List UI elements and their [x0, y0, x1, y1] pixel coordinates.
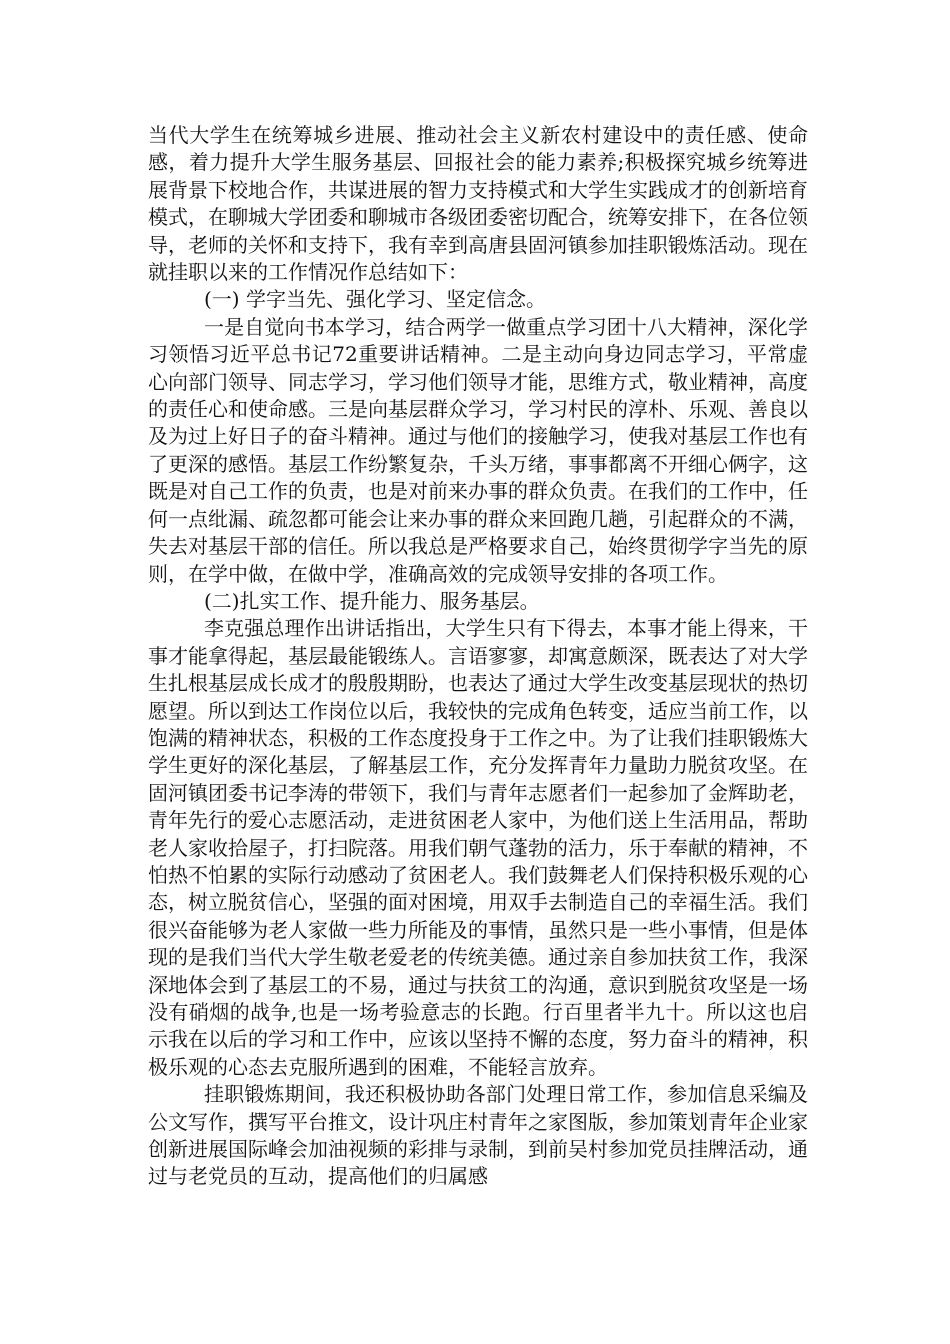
document-body [148, 122, 808, 1191]
paragraph-study: 一是自觉向书本学习，结合两学一做重点学习团十八大精神，深化学习领悟习近平总书记72重要讲话精神。二是主动向身边同志学习，平常虚心向部门领导、同志学习，学习他们领导才能，思维方式，敬业精神，高度的责任心和使命感。三是向基层群众学习，学习村民的淳朴、乐观、善良以及为过上好日子的奋斗精神。通过与他们的接触学习，使我对基层工作也有了更深的感悟。基层工作纷繁复杂，千头万绪，事事都离不开细心俩字，这既是对自己工作的负责，也是对前来办事的群众负责。在我们的工作中，任何一点纰漏、疏忽都可能会让来办事的群众来回跑几趟，引起群众的不满，失去对基层干部的信任。所以我总是严格要求自己，始终贯彻学字当先的原则，在学中做，在做中学，准确高效的完成领导安排的各项工作。 [148, 314, 808, 586]
paragraph-work: 李克强总理作出讲话指出，大学生只有下得去，本事才能上得来，干事才能拿得起，基层最能锻练人。言语寥寥，却寓意颇深，既表达了对大学生扎根基层成长成才的殷殷期盼，也表达了通过大学生改变基层现状的热切愿望。所以到达工作岗位以后，我较快的完成角色转变，适应当前工作，以饱满的精神状态，积极的工作态度投身于工作之中。为了让我们挂职锻炼大学生更好的深化基层，了解基层工作，充分发挥青年力量助力脱贫攻坚。在固河镇团委书记李涛的带领下，我们与青年志愿者们一起参加了金辉助老，青年先行的爱心志愿活动，走进贫困老人家中，为他们送上生活用品，帮助老人家收拾屋子，打扫院落。用我们朝气蓬勃的活力，乐于奉献的精神，不怕热不怕累的实际行动感动了贫困老人。我们鼓舞老人们保持积极乐观的心态，树立脱贫信心，坚强的面对困境，用双手去制造自己的幸福生活。我们很兴奋能够为老人家做一些力所能及的事情，虽然只是一些小事情，但是体现的是我们当代大学生敬老爱老的传统美德。通过亲自参加扶贫工作，我深深地体会到了基层工的不易，通过与扶贫工的沟通，意识到脱贫攻坚是一场没有硝烟的战争,也是一场考验意志的长跑。行百里者半九十。所以这也启示我在以后的学习和工作中，应该以坚持不懈的态度，努力奋斗的精神，积极乐观的心态去克服所遇到的困难，不能轻言放弃。 [148, 616, 808, 1079]
paragraph-intro: 当代大学生在统筹城乡进展、推动社会主义新农村建设中的责任感、使命感，着力提升大学生服务基层、回报社会的能力素养;积极探究城乡统筹进展背景下校地合作，共谋进展的智力支持模式和大学生实践成才的创新培育模式，在聊城大学团委和聊城市各级团委密切配合，统筹安排下，在各位领导，老师的关怀和支持下，我有幸到高唐县固河镇参加挂职锻炼活动。现在就挂职以来的工作情况作总结如下： [148, 123, 808, 285]
section-heading-2: (二)扎实工作、提升能力、服务基层。 [204, 588, 540, 613]
section-heading-1: (一) 学字当先、强化学习、坚定信念。 [204, 287, 546, 312]
paragraph-duties: 挂职锻炼期间，我还积极协助各部门处理日常工作，参加信息采编及公文写作，撰写平台推文，设计巩庄村青年之家图版，参加策划青年企业家创新进展国际峰会加油视频的彩排与录制，到前吴村参加党员挂牌活动，通过与老党员的互动，提高他们的归属感 [148, 1082, 808, 1189]
